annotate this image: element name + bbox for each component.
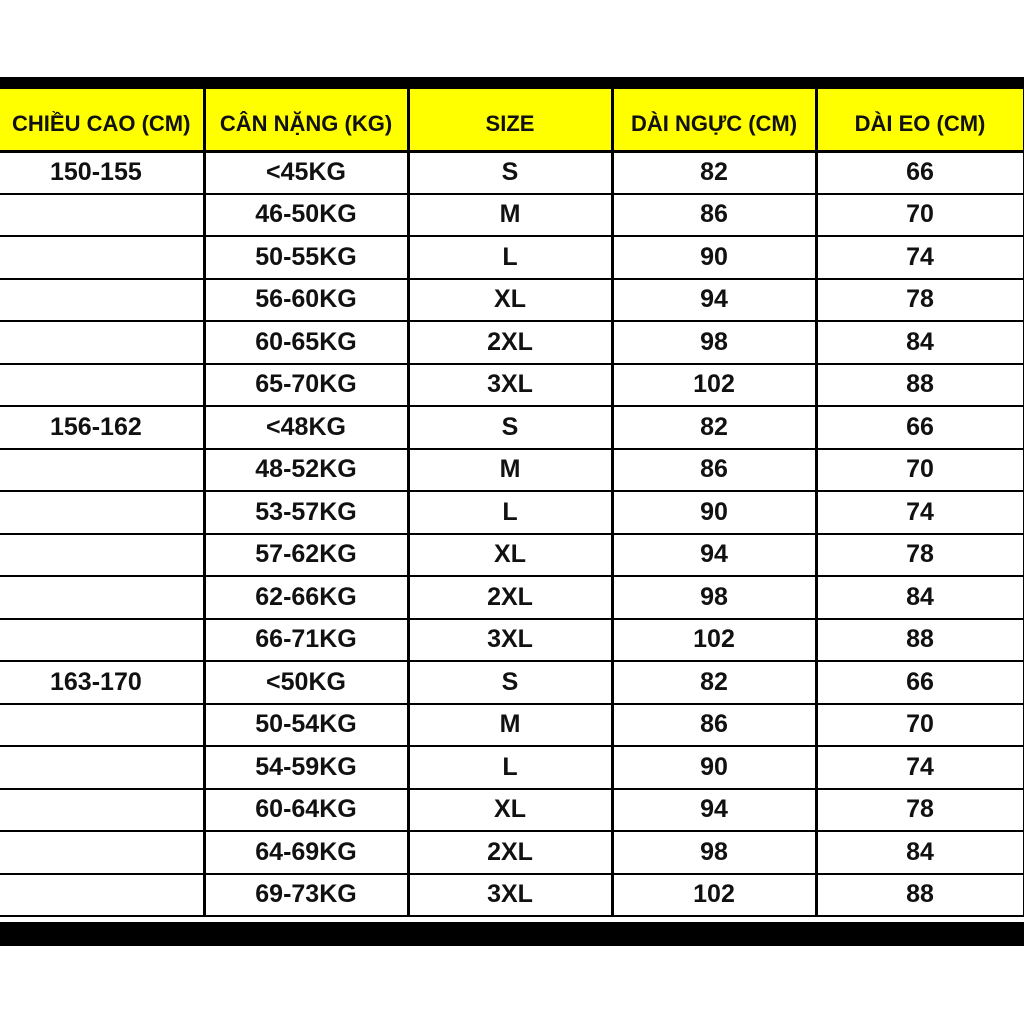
cell-waist: 88 [816, 364, 1024, 407]
table-row [0, 449, 1024, 492]
cell-chest: 86 [612, 704, 816, 747]
table-row [0, 576, 1024, 619]
cell-height [0, 619, 204, 662]
cell-size: XL [408, 789, 612, 832]
table-row [0, 491, 1024, 534]
cell-waist: 70 [816, 194, 1024, 237]
cell-height [0, 279, 204, 322]
cell-chest: 82 [612, 406, 816, 449]
cell-waist: 74 [816, 746, 1024, 789]
table-row [0, 619, 1024, 662]
cell-chest: 90 [612, 746, 816, 789]
cell-chest: 102 [612, 874, 816, 917]
cell-chest: 86 [612, 449, 816, 492]
cell-height [0, 194, 204, 237]
cell-size: XL [408, 534, 612, 577]
cell-height [0, 236, 204, 279]
cell-chest: 82 [612, 661, 816, 704]
header-chest: DÀI NGỰC (CM) [612, 89, 816, 151]
cell-weight: 48-52KG [204, 449, 408, 492]
cell-size: XL [408, 279, 612, 322]
table-row [0, 831, 1024, 874]
cell-size: M [408, 194, 612, 237]
table-row [0, 874, 1024, 917]
table-row [0, 194, 1024, 237]
cell-waist: 78 [816, 279, 1024, 322]
table-row [0, 406, 1024, 449]
cell-chest: 90 [612, 236, 816, 279]
cell-size: 3XL [408, 364, 612, 407]
cell-chest: 94 [612, 789, 816, 832]
table-row [0, 236, 1024, 279]
cell-chest: 98 [612, 576, 816, 619]
cell-height [0, 491, 204, 534]
cell-size: M [408, 449, 612, 492]
cell-waist: 74 [816, 491, 1024, 534]
cell-chest: 102 [612, 619, 816, 662]
cell-chest: 94 [612, 534, 816, 577]
cell-waist: 84 [816, 831, 1024, 874]
cell-height [0, 534, 204, 577]
cell-size: L [408, 236, 612, 279]
cell-height [0, 321, 204, 364]
size-chart-table [0, 89, 1024, 917]
cell-size: M [408, 704, 612, 747]
cell-chest: 98 [612, 831, 816, 874]
table-header [0, 89, 1024, 151]
cell-height: 150-155 [0, 151, 204, 194]
cell-height [0, 364, 204, 407]
cell-size: 3XL [408, 619, 612, 662]
cell-waist: 84 [816, 321, 1024, 364]
cell-height [0, 789, 204, 832]
cell-waist: 78 [816, 534, 1024, 577]
cell-weight: 69-73KG [204, 874, 408, 917]
cell-waist: 78 [816, 789, 1024, 832]
cell-waist: 66 [816, 661, 1024, 704]
top-border-bar [0, 77, 1024, 89]
table-row [0, 364, 1024, 407]
cell-chest: 86 [612, 194, 816, 237]
cell-height [0, 449, 204, 492]
cell-height [0, 874, 204, 917]
table-row [0, 661, 1024, 704]
cell-weight: 60-65KG [204, 321, 408, 364]
table-row [0, 789, 1024, 832]
cell-weight: 66-71KG [204, 619, 408, 662]
cell-chest: 82 [612, 151, 816, 194]
cell-chest: 90 [612, 491, 816, 534]
cell-weight: 65-70KG [204, 364, 408, 407]
cell-height [0, 576, 204, 619]
cell-waist: 70 [816, 704, 1024, 747]
cell-chest: 98 [612, 321, 816, 364]
cell-size: L [408, 491, 612, 534]
cell-height: 163-170 [0, 661, 204, 704]
cell-chest: 102 [612, 364, 816, 407]
cell-weight: 56-60KG [204, 279, 408, 322]
cell-weight: 50-54KG [204, 704, 408, 747]
cell-weight: 54-59KG [204, 746, 408, 789]
table-row [0, 151, 1024, 194]
cell-waist: 74 [816, 236, 1024, 279]
header-row [0, 89, 1024, 151]
cell-height [0, 831, 204, 874]
cell-waist: 66 [816, 406, 1024, 449]
cell-weight: 60-64KG [204, 789, 408, 832]
bottom-border-bar [0, 922, 1024, 946]
cell-height: 156-162 [0, 406, 204, 449]
cell-waist: 70 [816, 449, 1024, 492]
cell-chest: 94 [612, 279, 816, 322]
cell-size: S [408, 406, 612, 449]
cell-size: S [408, 661, 612, 704]
table-row [0, 534, 1024, 577]
cell-weight: <48KG [204, 406, 408, 449]
cell-weight: 57-62KG [204, 534, 408, 577]
cell-weight: 62-66KG [204, 576, 408, 619]
cell-waist: 66 [816, 151, 1024, 194]
cell-size: 2XL [408, 321, 612, 364]
cell-weight: 53-57KG [204, 491, 408, 534]
cell-size: S [408, 151, 612, 194]
cell-weight: 50-55KG [204, 236, 408, 279]
cell-height [0, 746, 204, 789]
cell-size: 2XL [408, 576, 612, 619]
cell-waist: 88 [816, 619, 1024, 662]
cell-height [0, 704, 204, 747]
cell-size: 3XL [408, 874, 612, 917]
table-row [0, 279, 1024, 322]
header-waist: DÀI EO (CM) [816, 89, 1024, 151]
table-body [0, 151, 1024, 916]
table-row [0, 704, 1024, 747]
table-row [0, 746, 1024, 789]
header-height: CHIỀU CAO (CM) [0, 89, 204, 151]
cell-weight: 46-50KG [204, 194, 408, 237]
cell-weight: <45KG [204, 151, 408, 194]
cell-waist: 84 [816, 576, 1024, 619]
cell-weight: <50KG [204, 661, 408, 704]
cell-size: 2XL [408, 831, 612, 874]
cell-waist: 88 [816, 874, 1024, 917]
header-size: SIZE [408, 89, 612, 151]
cell-weight: 64-69KG [204, 831, 408, 874]
header-weight: CÂN NẶNG (KG) [204, 89, 408, 151]
cell-size: L [408, 746, 612, 789]
table-row [0, 321, 1024, 364]
